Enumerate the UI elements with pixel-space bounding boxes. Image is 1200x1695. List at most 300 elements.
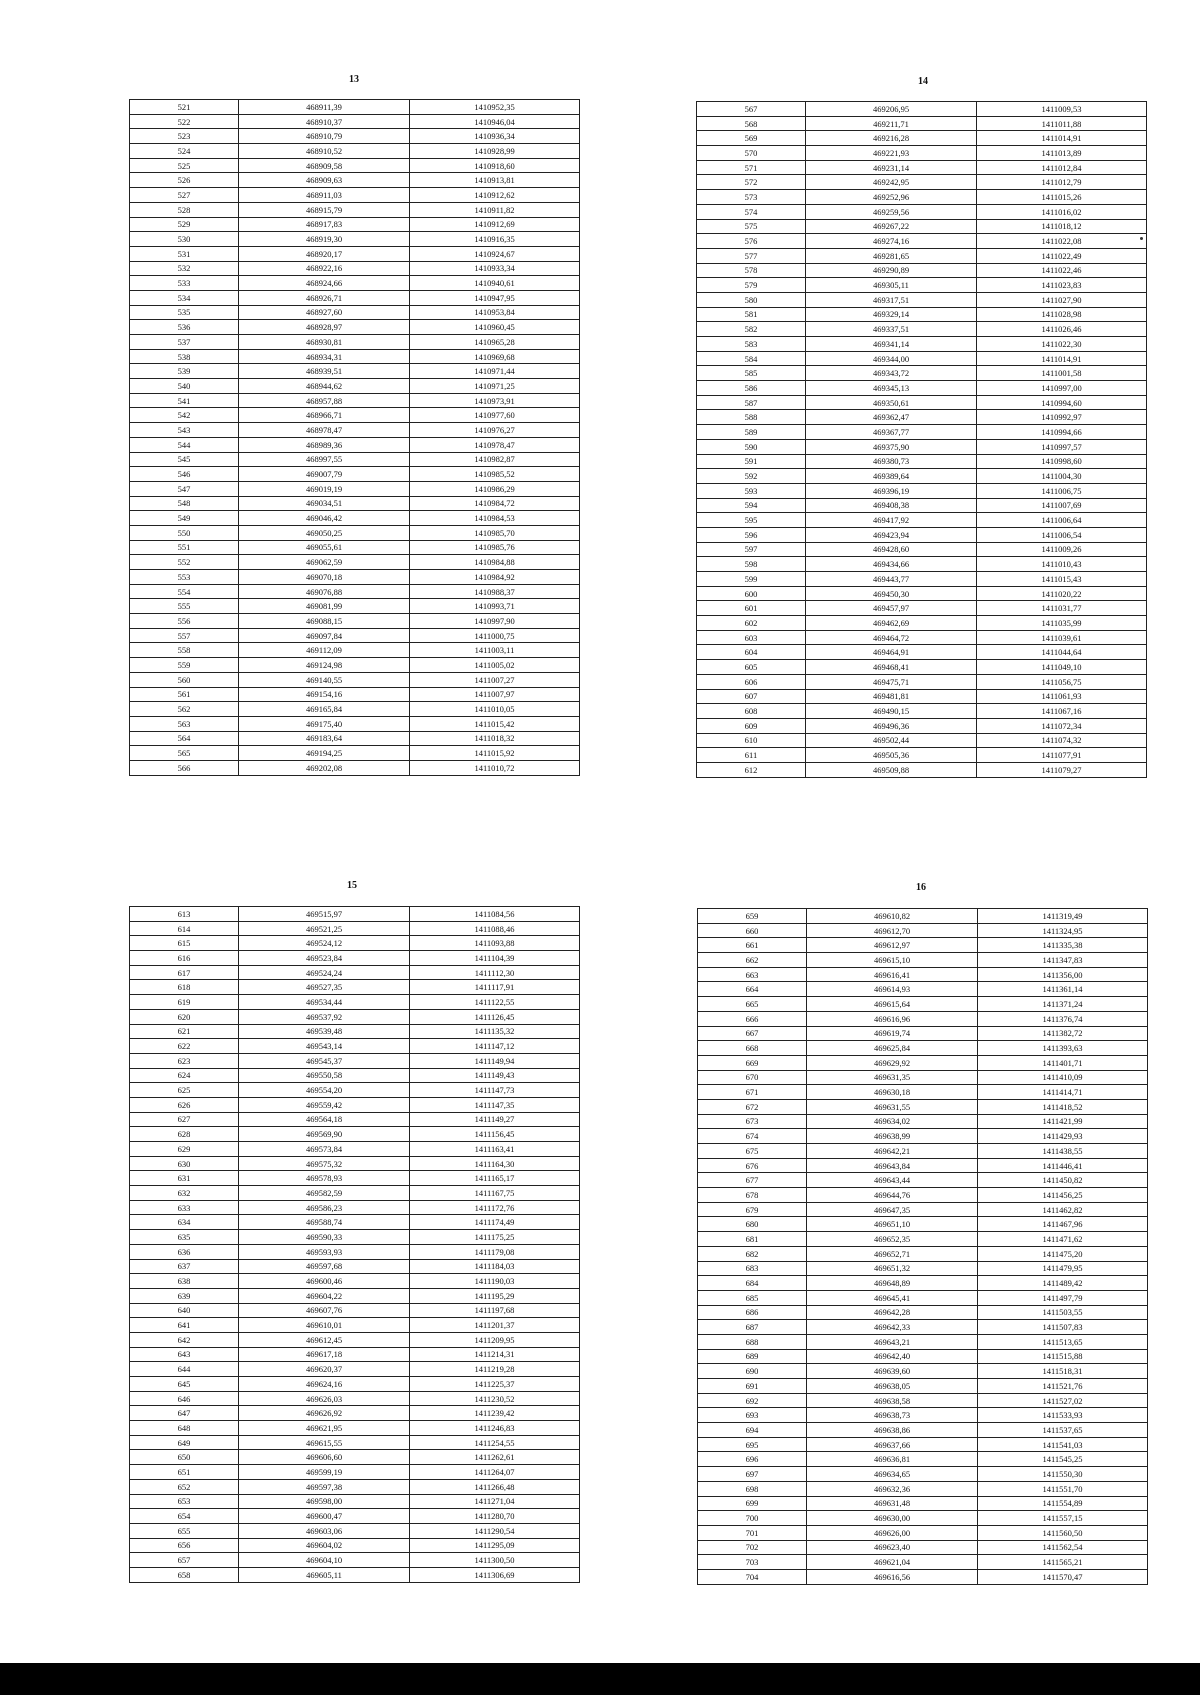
x-coordinate: 469638,05 xyxy=(807,1379,978,1394)
y-coordinate: 1410993,71 xyxy=(410,599,580,614)
x-coordinate: 469281,65 xyxy=(806,248,977,263)
y-coordinate: 1411254,55 xyxy=(410,1435,580,1450)
x-coordinate: 469642,33 xyxy=(807,1320,978,1335)
table-row xyxy=(130,100,580,115)
x-coordinate: 469423,94 xyxy=(806,527,977,542)
point-number: 697 xyxy=(698,1467,807,1482)
point-number: 648 xyxy=(130,1421,239,1436)
point-number: 568 xyxy=(697,116,806,131)
x-coordinate: 469604,22 xyxy=(239,1288,410,1303)
table-row xyxy=(130,907,580,922)
y-coordinate: 1411225,37 xyxy=(410,1377,580,1392)
y-coordinate: 1410997,90 xyxy=(410,614,580,629)
point-number: 604 xyxy=(697,645,806,660)
x-coordinate: 469643,21 xyxy=(807,1334,978,1349)
x-coordinate: 468939,51 xyxy=(239,364,410,379)
point-number: 556 xyxy=(130,614,239,629)
point-number: 570 xyxy=(697,146,806,161)
table-row xyxy=(130,921,580,936)
y-coordinate: 1411175,25 xyxy=(410,1230,580,1245)
x-coordinate: 468915,79 xyxy=(239,202,410,217)
point-number: 655 xyxy=(130,1523,239,1538)
point-number: 685 xyxy=(698,1290,807,1305)
point-number: 594 xyxy=(697,498,806,513)
table-row xyxy=(698,1555,1148,1570)
table-row xyxy=(697,483,1147,498)
point-number: 639 xyxy=(130,1288,239,1303)
y-coordinate: 1411545,25 xyxy=(978,1452,1148,1467)
point-number: 536 xyxy=(130,320,239,335)
scan-speck xyxy=(1140,237,1143,240)
table-row xyxy=(697,425,1147,440)
x-coordinate: 469624,16 xyxy=(239,1377,410,1392)
point-number: 700 xyxy=(698,1511,807,1526)
table-row xyxy=(698,997,1148,1012)
point-number: 532 xyxy=(130,261,239,276)
x-coordinate: 469636,81 xyxy=(807,1452,978,1467)
point-number: 695 xyxy=(698,1437,807,1452)
coordinate-table-15 xyxy=(129,906,580,1583)
y-coordinate: 1411056,75 xyxy=(977,674,1147,689)
table-row xyxy=(697,131,1147,146)
x-coordinate: 469097,84 xyxy=(239,628,410,643)
x-coordinate: 469202,08 xyxy=(239,760,410,775)
x-coordinate: 469652,35 xyxy=(807,1232,978,1247)
coordinate-table-13 xyxy=(129,99,580,776)
page-number-14: 14 xyxy=(918,76,928,87)
y-coordinate: 1411262,61 xyxy=(410,1450,580,1465)
point-number: 548 xyxy=(130,496,239,511)
x-coordinate: 469259,56 xyxy=(806,204,977,219)
point-number: 521 xyxy=(130,100,239,115)
table-row xyxy=(130,1567,580,1582)
point-number: 612 xyxy=(697,762,806,777)
y-coordinate: 1411104,39 xyxy=(410,951,580,966)
x-coordinate: 469612,45 xyxy=(239,1332,410,1347)
y-coordinate: 1411009,26 xyxy=(977,542,1147,557)
coordinate-table-16 xyxy=(697,908,1148,1585)
y-coordinate: 1410997,00 xyxy=(977,381,1147,396)
x-coordinate: 468927,60 xyxy=(239,305,410,320)
x-coordinate: 469564,18 xyxy=(239,1112,410,1127)
table-row xyxy=(697,630,1147,645)
y-coordinate: 1411028,98 xyxy=(977,307,1147,322)
table-row xyxy=(130,951,580,966)
table-row xyxy=(130,511,580,526)
x-coordinate: 469443,77 xyxy=(806,572,977,587)
point-number: 571 xyxy=(697,160,806,175)
x-coordinate: 469221,93 xyxy=(806,146,977,161)
y-coordinate: 1411560,50 xyxy=(978,1525,1148,1540)
table-row xyxy=(698,1129,1148,1144)
x-coordinate: 469629,92 xyxy=(807,1055,978,1070)
point-number: 590 xyxy=(697,439,806,454)
point-number: 619 xyxy=(130,995,239,1010)
point-number: 675 xyxy=(698,1144,807,1159)
table-row xyxy=(130,525,580,540)
point-number: 597 xyxy=(697,542,806,557)
x-coordinate: 469610,01 xyxy=(239,1318,410,1333)
y-coordinate: 1411007,27 xyxy=(410,672,580,687)
table-row xyxy=(130,965,580,980)
y-coordinate: 1411570,47 xyxy=(978,1569,1148,1584)
point-number: 531 xyxy=(130,246,239,261)
y-coordinate: 1410978,47 xyxy=(410,437,580,452)
x-coordinate: 469509,88 xyxy=(806,762,977,777)
x-coordinate: 469046,42 xyxy=(239,511,410,526)
x-coordinate: 468957,88 xyxy=(239,393,410,408)
table-row xyxy=(698,1276,1148,1291)
point-number: 587 xyxy=(697,395,806,410)
y-coordinate: 1410992,97 xyxy=(977,410,1147,425)
y-coordinate: 1411507,83 xyxy=(978,1320,1148,1335)
table-row xyxy=(698,1452,1148,1467)
table-row xyxy=(698,1569,1148,1584)
point-number: 643 xyxy=(130,1347,239,1362)
point-number: 679 xyxy=(698,1202,807,1217)
table-row xyxy=(697,586,1147,601)
table-row xyxy=(130,1083,580,1098)
table-row xyxy=(698,1349,1148,1364)
y-coordinate: 1411112,30 xyxy=(410,965,580,980)
y-coordinate: 1410953,84 xyxy=(410,305,580,320)
table-row xyxy=(130,570,580,585)
point-number: 692 xyxy=(698,1393,807,1408)
y-coordinate: 1410946,04 xyxy=(410,114,580,129)
point-number: 611 xyxy=(697,748,806,763)
y-coordinate: 1411022,49 xyxy=(977,248,1147,263)
table-row xyxy=(130,114,580,129)
table-row xyxy=(130,1362,580,1377)
table-row xyxy=(698,1041,1148,1056)
table-row xyxy=(698,1305,1148,1320)
y-coordinate: 1410913,81 xyxy=(410,173,580,188)
x-coordinate: 469630,18 xyxy=(807,1085,978,1100)
point-number: 525 xyxy=(130,158,239,173)
x-coordinate: 469603,06 xyxy=(239,1523,410,1538)
point-number: 592 xyxy=(697,469,806,484)
x-coordinate: 469524,24 xyxy=(239,965,410,980)
x-coordinate: 469631,48 xyxy=(807,1496,978,1511)
table-row xyxy=(130,1332,580,1347)
table-row xyxy=(698,1144,1148,1159)
table-row xyxy=(130,158,580,173)
point-number: 633 xyxy=(130,1200,239,1215)
table-row xyxy=(130,1318,580,1333)
y-coordinate: 1411489,42 xyxy=(978,1276,1148,1291)
y-coordinate: 1411541,03 xyxy=(978,1437,1148,1452)
point-number: 658 xyxy=(130,1567,239,1582)
table-row xyxy=(697,204,1147,219)
y-coordinate: 1411456,25 xyxy=(978,1188,1148,1203)
table-row xyxy=(130,584,580,599)
x-coordinate: 469231,14 xyxy=(806,160,977,175)
x-coordinate: 469615,10 xyxy=(807,953,978,968)
table-row xyxy=(130,408,580,423)
table-row xyxy=(130,305,580,320)
y-coordinate: 1411149,94 xyxy=(410,1053,580,1068)
table-row xyxy=(697,704,1147,719)
table-row xyxy=(698,1379,1148,1394)
x-coordinate: 469630,00 xyxy=(807,1511,978,1526)
table-row xyxy=(130,246,580,261)
x-coordinate: 469050,25 xyxy=(239,525,410,540)
table-row xyxy=(697,278,1147,293)
table-row xyxy=(697,175,1147,190)
point-number: 583 xyxy=(697,337,806,352)
point-number: 552 xyxy=(130,555,239,570)
point-number: 565 xyxy=(130,746,239,761)
x-coordinate: 468911,03 xyxy=(239,188,410,203)
y-coordinate: 1411117,91 xyxy=(410,980,580,995)
table-row xyxy=(130,1112,580,1127)
point-number: 596 xyxy=(697,527,806,542)
y-coordinate: 1411016,02 xyxy=(977,204,1147,219)
y-coordinate: 1411214,31 xyxy=(410,1347,580,1362)
x-coordinate: 469582,59 xyxy=(239,1186,410,1201)
y-coordinate: 1411401,71 xyxy=(978,1055,1148,1070)
point-number: 606 xyxy=(697,674,806,689)
x-coordinate: 469578,93 xyxy=(239,1171,410,1186)
point-number: 672 xyxy=(698,1099,807,1114)
point-number: 636 xyxy=(130,1244,239,1259)
y-coordinate: 1411079,27 xyxy=(977,762,1147,777)
x-coordinate: 469593,93 xyxy=(239,1244,410,1259)
y-coordinate: 1411011,88 xyxy=(977,116,1147,131)
point-number: 631 xyxy=(130,1171,239,1186)
y-coordinate: 1411049,10 xyxy=(977,660,1147,675)
x-coordinate: 469523,84 xyxy=(239,951,410,966)
table-row xyxy=(697,337,1147,352)
x-coordinate: 469644,76 xyxy=(807,1188,978,1203)
table-row xyxy=(698,1467,1148,1482)
table-row xyxy=(130,129,580,144)
y-coordinate: 1411072,34 xyxy=(977,718,1147,733)
table-row xyxy=(130,202,580,217)
y-coordinate: 1411554,89 xyxy=(978,1496,1148,1511)
y-coordinate: 1411003,11 xyxy=(410,643,580,658)
x-coordinate: 469344,00 xyxy=(806,351,977,366)
point-number: 649 xyxy=(130,1435,239,1450)
point-number: 559 xyxy=(130,658,239,673)
y-coordinate: 1411503,55 xyxy=(978,1305,1148,1320)
y-coordinate: 1411557,15 xyxy=(978,1511,1148,1526)
point-number: 573 xyxy=(697,190,806,205)
table-row xyxy=(698,1540,1148,1555)
y-coordinate: 1411209,95 xyxy=(410,1332,580,1347)
x-coordinate: 469112,09 xyxy=(239,643,410,658)
y-coordinate: 1411356,00 xyxy=(978,967,1148,982)
point-number: 588 xyxy=(697,410,806,425)
x-coordinate: 469619,74 xyxy=(807,1026,978,1041)
table-row xyxy=(130,1553,580,1568)
table-row xyxy=(697,381,1147,396)
point-number: 524 xyxy=(130,144,239,159)
y-coordinate: 1411007,97 xyxy=(410,687,580,702)
x-coordinate: 469345,13 xyxy=(806,381,977,396)
y-coordinate: 1411264,07 xyxy=(410,1465,580,1480)
table-row xyxy=(130,746,580,761)
y-coordinate: 1411513,65 xyxy=(978,1334,1148,1349)
x-coordinate: 469559,42 xyxy=(239,1097,410,1112)
x-coordinate: 469631,35 xyxy=(807,1070,978,1085)
point-number: 535 xyxy=(130,305,239,320)
x-coordinate: 469605,11 xyxy=(239,1567,410,1582)
y-coordinate: 1411006,64 xyxy=(977,513,1147,528)
table-row xyxy=(697,616,1147,631)
point-number: 687 xyxy=(698,1320,807,1335)
x-coordinate: 469620,37 xyxy=(239,1362,410,1377)
point-number: 667 xyxy=(698,1026,807,1041)
table-row xyxy=(698,1202,1148,1217)
point-number: 537 xyxy=(130,335,239,350)
y-coordinate: 1410924,67 xyxy=(410,246,580,261)
table-row xyxy=(698,1334,1148,1349)
table-row xyxy=(130,716,580,731)
y-coordinate: 1411410,09 xyxy=(978,1070,1148,1085)
y-coordinate: 1410977,60 xyxy=(410,408,580,423)
y-coordinate: 1411067,16 xyxy=(977,704,1147,719)
point-number: 566 xyxy=(130,760,239,775)
x-coordinate: 469537,92 xyxy=(239,1009,410,1024)
x-coordinate: 469081,99 xyxy=(239,599,410,614)
y-coordinate: 1411471,62 xyxy=(978,1232,1148,1247)
point-number: 593 xyxy=(697,483,806,498)
x-coordinate: 468989,36 xyxy=(239,437,410,452)
y-coordinate: 1411290,54 xyxy=(410,1523,580,1538)
point-number: 662 xyxy=(698,953,807,968)
table-row xyxy=(698,1114,1148,1129)
x-coordinate: 469475,71 xyxy=(806,674,977,689)
table-row xyxy=(130,1230,580,1245)
y-coordinate: 1410936,34 xyxy=(410,129,580,144)
x-coordinate: 468917,83 xyxy=(239,217,410,232)
x-coordinate: 469428,60 xyxy=(806,542,977,557)
table-row xyxy=(130,188,580,203)
x-coordinate: 469638,86 xyxy=(807,1423,978,1438)
x-coordinate: 468997,55 xyxy=(239,452,410,467)
x-coordinate: 468911,39 xyxy=(239,100,410,115)
table-row xyxy=(697,513,1147,528)
y-coordinate: 1411007,69 xyxy=(977,498,1147,513)
table-row xyxy=(130,1406,580,1421)
y-coordinate: 1411006,54 xyxy=(977,527,1147,542)
point-number: 696 xyxy=(698,1452,807,1467)
point-number: 569 xyxy=(697,131,806,146)
table-row xyxy=(698,1320,1148,1335)
y-coordinate: 1410971,25 xyxy=(410,379,580,394)
point-number: 699 xyxy=(698,1496,807,1511)
x-coordinate: 469375,90 xyxy=(806,439,977,454)
x-coordinate: 468910,37 xyxy=(239,114,410,129)
y-coordinate: 1411438,55 xyxy=(978,1144,1148,1159)
point-number: 528 xyxy=(130,202,239,217)
y-coordinate: 1411421,99 xyxy=(978,1114,1148,1129)
y-coordinate: 1411295,09 xyxy=(410,1538,580,1553)
point-number: 605 xyxy=(697,660,806,675)
point-number: 546 xyxy=(130,467,239,482)
table-row xyxy=(130,173,580,188)
y-coordinate: 1411147,12 xyxy=(410,1039,580,1054)
table-row xyxy=(698,1496,1148,1511)
table-row xyxy=(130,702,580,717)
x-coordinate: 469502,44 xyxy=(806,733,977,748)
table-row xyxy=(698,1393,1148,1408)
point-number: 555 xyxy=(130,599,239,614)
table-row xyxy=(130,335,580,350)
point-number: 601 xyxy=(697,601,806,616)
table-row xyxy=(130,437,580,452)
x-coordinate: 469206,95 xyxy=(806,102,977,117)
point-number: 551 xyxy=(130,540,239,555)
table-row xyxy=(698,1188,1148,1203)
point-number: 680 xyxy=(698,1217,807,1232)
table-row xyxy=(130,1450,580,1465)
x-coordinate: 468944,62 xyxy=(239,379,410,394)
table-row xyxy=(130,995,580,1010)
point-number: 651 xyxy=(130,1465,239,1480)
x-coordinate: 468926,71 xyxy=(239,290,410,305)
point-number: 622 xyxy=(130,1039,239,1054)
x-coordinate: 469623,40 xyxy=(807,1540,978,1555)
x-coordinate: 469464,91 xyxy=(806,645,977,660)
y-coordinate: 1411179,08 xyxy=(410,1244,580,1259)
x-coordinate: 469468,41 xyxy=(806,660,977,675)
point-number: 581 xyxy=(697,307,806,322)
point-number: 691 xyxy=(698,1379,807,1394)
x-coordinate: 469652,71 xyxy=(807,1246,978,1261)
page-number-13: 13 xyxy=(349,74,359,85)
x-coordinate: 469617,18 xyxy=(239,1347,410,1362)
y-coordinate: 1411163,41 xyxy=(410,1142,580,1157)
y-coordinate: 1410986,29 xyxy=(410,481,580,496)
y-coordinate: 1411149,43 xyxy=(410,1068,580,1083)
table-row xyxy=(130,1259,580,1274)
y-coordinate: 1410982,87 xyxy=(410,452,580,467)
table-row xyxy=(697,292,1147,307)
table-row xyxy=(130,1391,580,1406)
point-number: 602 xyxy=(697,616,806,631)
y-coordinate: 1411172,76 xyxy=(410,1200,580,1215)
x-coordinate: 469651,10 xyxy=(807,1217,978,1232)
point-number: 663 xyxy=(698,967,807,982)
table-row xyxy=(130,643,580,658)
y-coordinate: 1410984,72 xyxy=(410,496,580,511)
table-row xyxy=(130,1303,580,1318)
y-coordinate: 1410984,53 xyxy=(410,511,580,526)
point-number: 567 xyxy=(697,102,806,117)
x-coordinate: 469396,19 xyxy=(806,483,977,498)
table-row xyxy=(698,1261,1148,1276)
x-coordinate: 469362,47 xyxy=(806,410,977,425)
point-number: 550 xyxy=(130,525,239,540)
x-coordinate: 469007,79 xyxy=(239,467,410,482)
x-coordinate: 469267,22 xyxy=(806,219,977,234)
x-coordinate: 469615,64 xyxy=(807,997,978,1012)
x-coordinate: 469274,16 xyxy=(806,234,977,249)
point-number: 701 xyxy=(698,1525,807,1540)
y-coordinate: 1411122,55 xyxy=(410,995,580,1010)
point-number: 642 xyxy=(130,1332,239,1347)
table-row xyxy=(130,1186,580,1201)
table-row xyxy=(697,234,1147,249)
y-coordinate: 1411527,02 xyxy=(978,1393,1148,1408)
table-row xyxy=(697,439,1147,454)
table-row xyxy=(130,1377,580,1392)
coordinate-table-14 xyxy=(696,101,1147,778)
y-coordinate: 1411335,38 xyxy=(978,938,1148,953)
y-coordinate: 1411001,58 xyxy=(977,366,1147,381)
